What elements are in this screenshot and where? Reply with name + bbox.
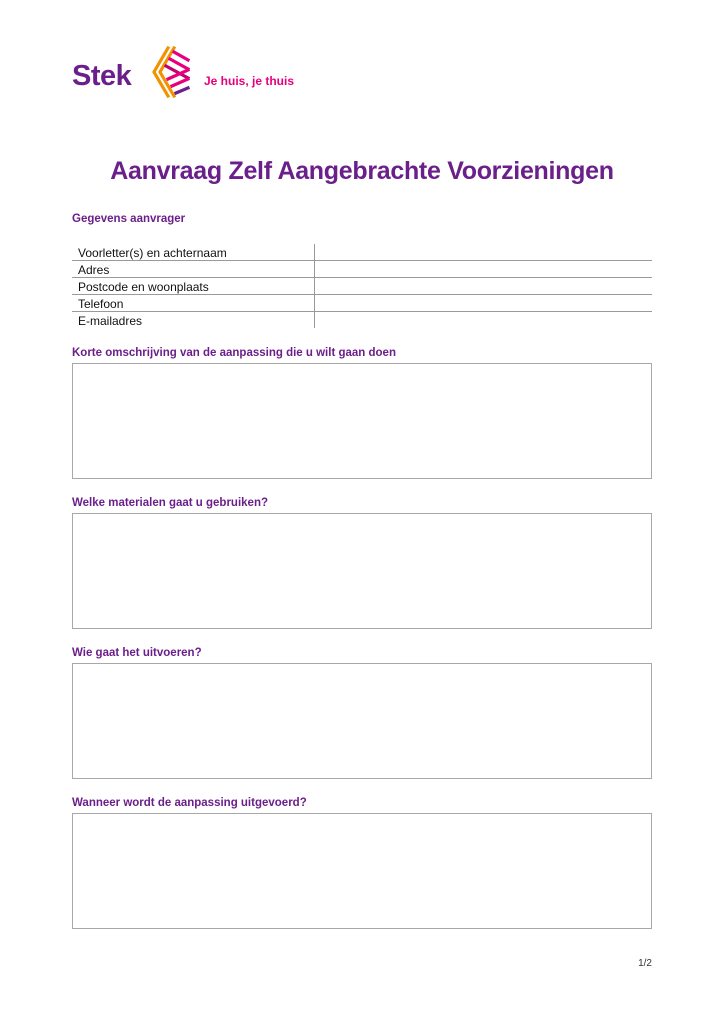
applicant-table [72,244,652,328]
executor-textarea[interactable] [72,663,652,779]
name-field[interactable] [315,244,653,261]
materials-heading: Welke materialen gaat u gebruiken? [72,497,268,509]
table-row [72,261,652,278]
page-title: Aanvraag Zelf Aangebrachte Voorzieningen [110,157,614,185]
postcode-city-field[interactable] [315,278,653,295]
row-label: Postcode en woonplaats [72,278,315,295]
row-label: Voorletter(s) en achternaam [72,244,315,261]
table-row [72,244,652,261]
logo-wordmark: Stek [72,60,132,92]
executor-heading: Wie gaat het uitvoeren? [72,647,202,659]
row-label: Adres [72,261,315,278]
schedule-textarea[interactable] [72,813,652,929]
materials-textarea[interactable] [72,513,652,629]
description-heading: Korte omschrijving van de aanpassing die u wilt gaan doen [72,347,396,359]
address-field[interactable] [315,261,653,278]
table-row [72,312,652,329]
email-field[interactable] [315,312,653,329]
phone-field[interactable] [315,295,653,312]
stek-chevron-icon [152,46,190,98]
table-row [72,295,652,312]
description-textarea[interactable] [72,363,652,479]
applicant-heading: Gegevens aanvrager [72,213,186,225]
logo-tagline: Je huis, je thuis [204,74,295,88]
table-row [72,278,652,295]
row-label: E-mailadres [78,314,143,328]
schedule-heading: Wanneer wordt de aanpassing uitgevoerd? [72,797,307,809]
row-label: Telefoon [72,295,315,312]
page-number: 1/2 [638,958,652,969]
